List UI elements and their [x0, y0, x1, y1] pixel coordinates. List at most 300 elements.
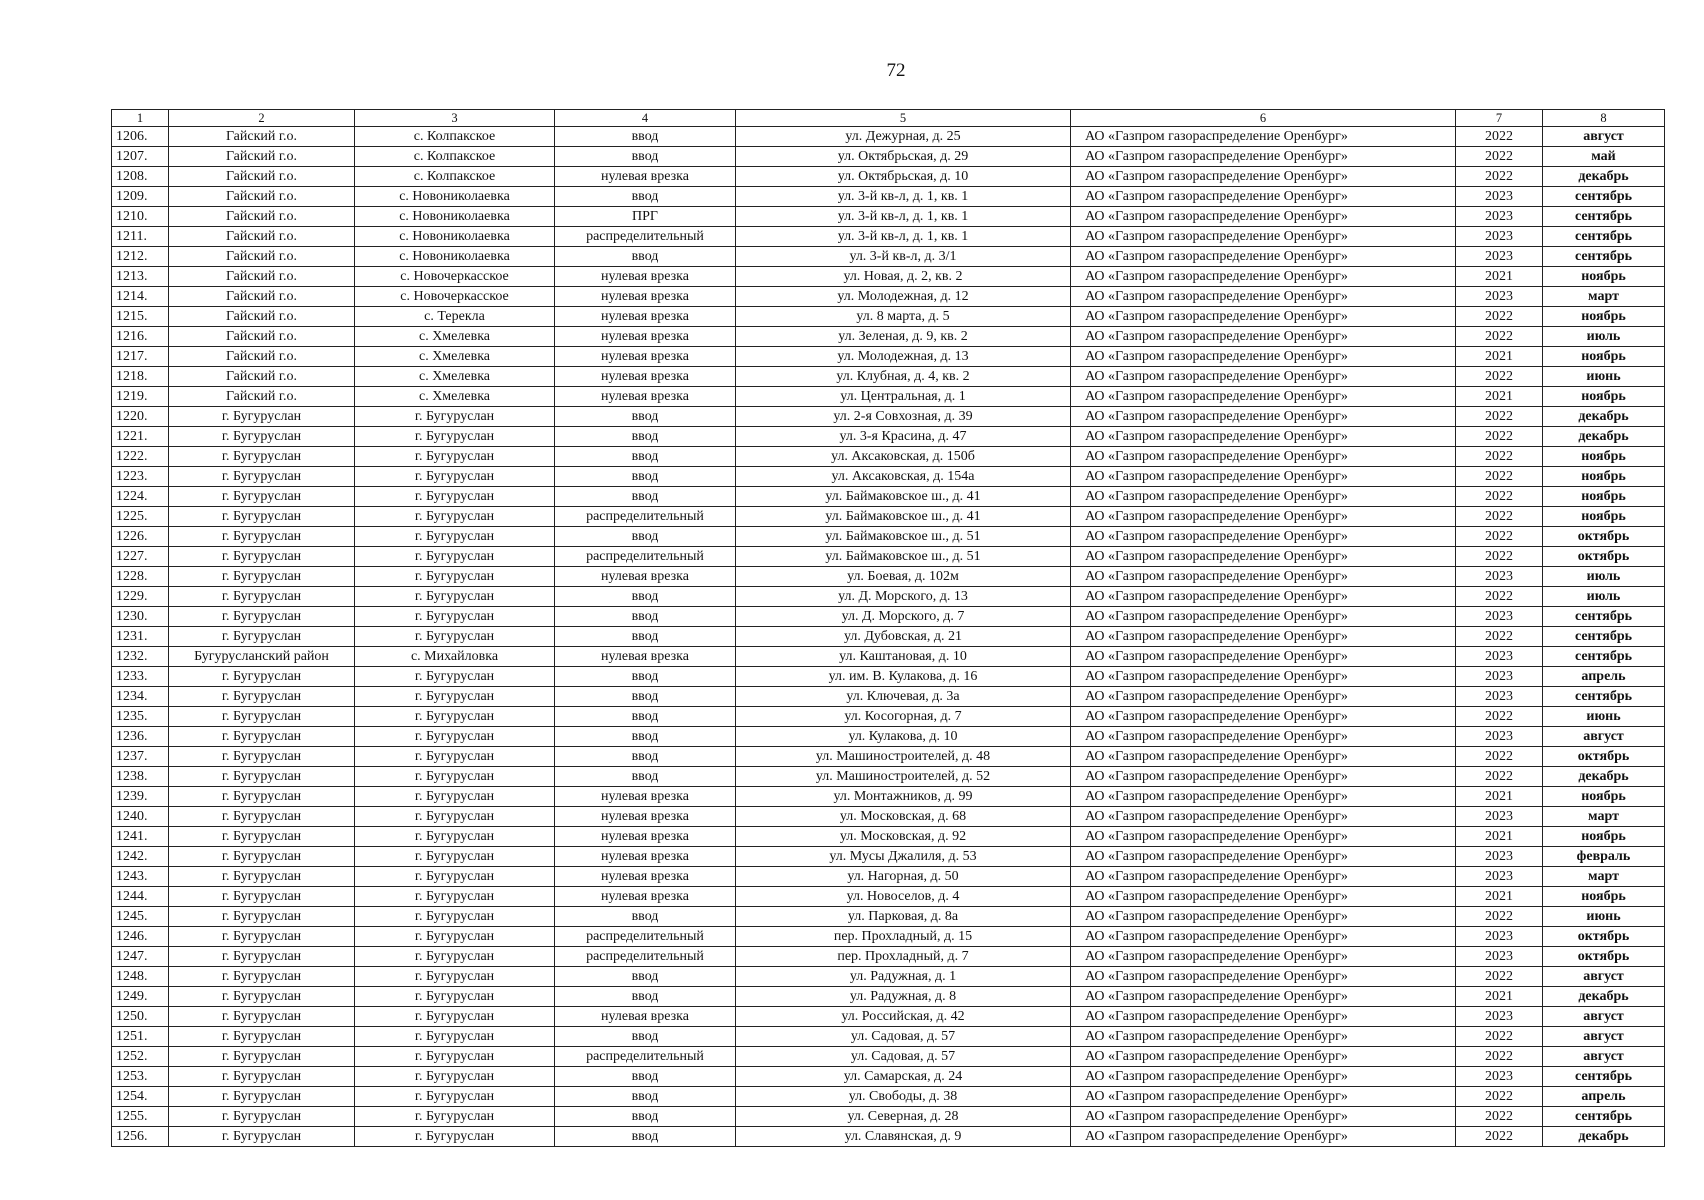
- row-number-cell: 1221.: [112, 427, 169, 447]
- work-type-cell: нулевая врезка: [555, 327, 736, 347]
- address-cell: ул. Северная, д. 28: [736, 1107, 1071, 1127]
- address-cell: ул. Баймаковское ш., д. 51: [736, 527, 1071, 547]
- month-cell: ноябрь: [1543, 307, 1665, 327]
- district-cell: г. Бугуруслан: [169, 847, 355, 867]
- row-number-cell: 1232.: [112, 647, 169, 667]
- month-cell: декабрь: [1543, 407, 1665, 427]
- work-type-cell: нулевая врезка: [555, 647, 736, 667]
- row-number-cell: 1245.: [112, 907, 169, 927]
- organization-cell: АО «Газпром газораспределение Оренбург»: [1071, 307, 1456, 327]
- table-row: [112, 1047, 1665, 1067]
- column-header: 8: [1543, 110, 1665, 127]
- year-cell: 2022: [1456, 747, 1543, 767]
- table-row: [112, 907, 1665, 927]
- address-cell: ул. Зеленая, д. 9, кв. 2: [736, 327, 1071, 347]
- row-number-cell: 1226.: [112, 527, 169, 547]
- table-row: [112, 1087, 1665, 1107]
- month-cell: апрель: [1543, 667, 1665, 687]
- district-cell: г. Бугуруслан: [169, 967, 355, 987]
- table-row: [112, 547, 1665, 567]
- month-cell: март: [1543, 807, 1665, 827]
- organization-cell: АО «Газпром газораспределение Оренбург»: [1071, 607, 1456, 627]
- district-cell: Гайский г.о.: [169, 207, 355, 227]
- organization-cell: АО «Газпром газораспределение Оренбург»: [1071, 927, 1456, 947]
- settlement-cell: г. Бугуруслан: [355, 427, 555, 447]
- work-type-cell: нулевая врезка: [555, 867, 736, 887]
- table-row: [112, 227, 1665, 247]
- table-row: [112, 887, 1665, 907]
- year-cell: 2022: [1456, 547, 1543, 567]
- settlement-cell: г. Бугуруслан: [355, 1027, 555, 1047]
- address-cell: ул. Радужная, д. 8: [736, 987, 1071, 1007]
- settlement-cell: г. Бугуруслан: [355, 547, 555, 567]
- settlement-cell: г. Бугуруслан: [355, 707, 555, 727]
- table-row: [112, 347, 1665, 367]
- row-number-cell: 1249.: [112, 987, 169, 1007]
- organization-cell: АО «Газпром газораспределение Оренбург»: [1071, 367, 1456, 387]
- table-row: [112, 527, 1665, 547]
- year-cell: 2021: [1456, 387, 1543, 407]
- work-type-cell: ввод: [555, 967, 736, 987]
- organization-cell: АО «Газпром газораспределение Оренбург»: [1071, 147, 1456, 167]
- address-cell: ул. Садовая, д. 57: [736, 1047, 1071, 1067]
- table-row: [112, 847, 1665, 867]
- year-cell: 2023: [1456, 807, 1543, 827]
- month-cell: февраль: [1543, 847, 1665, 867]
- column-header: 6: [1071, 110, 1456, 127]
- address-cell: ул. Баймаковское ш., д. 51: [736, 547, 1071, 567]
- row-number-cell: 1242.: [112, 847, 169, 867]
- district-cell: Гайский г.о.: [169, 367, 355, 387]
- month-cell: ноябрь: [1543, 267, 1665, 287]
- table-row: [112, 447, 1665, 467]
- district-cell: г. Бугуруслан: [169, 687, 355, 707]
- row-number-cell: 1224.: [112, 487, 169, 507]
- month-cell: июль: [1543, 567, 1665, 587]
- settlement-cell: с. Хмелевка: [355, 327, 555, 347]
- row-number-cell: 1218.: [112, 367, 169, 387]
- address-cell: ул. Кулакова, д. 10: [736, 727, 1071, 747]
- district-cell: Гайский г.о.: [169, 227, 355, 247]
- settlement-cell: г. Бугуруслан: [355, 987, 555, 1007]
- district-cell: г. Бугуруслан: [169, 487, 355, 507]
- address-cell: ул. Аксаковская, д. 154а: [736, 467, 1071, 487]
- month-cell: сентябрь: [1543, 1067, 1665, 1087]
- settlement-cell: г. Бугуруслан: [355, 1127, 555, 1147]
- settlement-cell: г. Бугуруслан: [355, 407, 555, 427]
- organization-cell: АО «Газпром газораспределение Оренбург»: [1071, 807, 1456, 827]
- work-type-cell: ввод: [555, 427, 736, 447]
- table-row: [112, 827, 1665, 847]
- work-type-cell: ввод: [555, 1087, 736, 1107]
- address-cell: ул. Радужная, д. 1: [736, 967, 1071, 987]
- row-number-cell: 1243.: [112, 867, 169, 887]
- work-type-cell: нулевая врезка: [555, 827, 736, 847]
- work-type-cell: ввод: [555, 747, 736, 767]
- row-number-cell: 1212.: [112, 247, 169, 267]
- address-cell: ул. Д. Морского, д. 7: [736, 607, 1071, 627]
- month-cell: август: [1543, 967, 1665, 987]
- district-cell: Гайский г.о.: [169, 127, 355, 147]
- year-cell: 2023: [1456, 187, 1543, 207]
- year-cell: 2023: [1456, 1067, 1543, 1087]
- work-type-cell: ввод: [555, 447, 736, 467]
- month-cell: сентябрь: [1543, 227, 1665, 247]
- address-cell: ул. Машиностроителей, д. 52: [736, 767, 1071, 787]
- row-number-cell: 1247.: [112, 947, 169, 967]
- district-cell: г. Бугуруслан: [169, 747, 355, 767]
- row-number-cell: 1256.: [112, 1127, 169, 1147]
- settlement-cell: г. Бугуруслан: [355, 927, 555, 947]
- district-cell: Гайский г.о.: [169, 167, 355, 187]
- year-cell: 2022: [1456, 507, 1543, 527]
- column-header: 3: [355, 110, 555, 127]
- settlement-cell: с. Михайловка: [355, 647, 555, 667]
- table-row: [112, 607, 1665, 627]
- row-number-cell: 1223.: [112, 467, 169, 487]
- district-cell: г. Бугуруслан: [169, 1087, 355, 1107]
- address-cell: ул. Свободы, д. 38: [736, 1087, 1071, 1107]
- month-cell: ноябрь: [1543, 387, 1665, 407]
- table-row: [112, 1127, 1665, 1147]
- address-cell: ул. Российская, д. 42: [736, 1007, 1071, 1027]
- table-row: [112, 787, 1665, 807]
- organization-cell: АО «Газпром газораспределение Оренбург»: [1071, 347, 1456, 367]
- settlement-cell: г. Бугуруслан: [355, 527, 555, 547]
- year-cell: 2021: [1456, 347, 1543, 367]
- row-number-cell: 1210.: [112, 207, 169, 227]
- district-cell: г. Бугуруслан: [169, 987, 355, 1007]
- settlement-cell: г. Бугуруслан: [355, 1067, 555, 1087]
- year-cell: 2022: [1456, 627, 1543, 647]
- address-cell: ул. Боевая, д. 102м: [736, 567, 1071, 587]
- address-cell: ул. Центральная, д. 1: [736, 387, 1071, 407]
- row-number-cell: 1228.: [112, 567, 169, 587]
- district-cell: Гайский г.о.: [169, 387, 355, 407]
- address-cell: ул. Новая, д. 2, кв. 2: [736, 267, 1071, 287]
- district-cell: г. Бугуруслан: [169, 1007, 355, 1027]
- year-cell: 2022: [1456, 967, 1543, 987]
- month-cell: декабрь: [1543, 1127, 1665, 1147]
- year-cell: 2022: [1456, 1087, 1543, 1107]
- year-cell: 2022: [1456, 367, 1543, 387]
- settlement-cell: г. Бугуруслан: [355, 727, 555, 747]
- settlement-cell: с. Хмелевка: [355, 367, 555, 387]
- year-cell: 2022: [1456, 407, 1543, 427]
- table-row: [112, 727, 1665, 747]
- year-cell: 2023: [1456, 227, 1543, 247]
- address-cell: ул. Аксаковская, д. 150б: [736, 447, 1071, 467]
- organization-cell: АО «Газпром газораспределение Оренбург»: [1071, 547, 1456, 567]
- row-number-cell: 1231.: [112, 627, 169, 647]
- address-cell: ул. Славянская, д. 9: [736, 1127, 1071, 1147]
- month-cell: октябрь: [1543, 747, 1665, 767]
- district-cell: Бугурусланский район: [169, 647, 355, 667]
- row-number-cell: 1209.: [112, 187, 169, 207]
- work-type-cell: ввод: [555, 1067, 736, 1087]
- row-number-cell: 1227.: [112, 547, 169, 567]
- year-cell: 2022: [1456, 147, 1543, 167]
- row-number-cell: 1251.: [112, 1027, 169, 1047]
- year-cell: 2022: [1456, 1127, 1543, 1147]
- row-number-cell: 1236.: [112, 727, 169, 747]
- column-header: 1: [112, 110, 169, 127]
- table-row: [112, 647, 1665, 667]
- year-cell: 2023: [1456, 207, 1543, 227]
- organization-cell: АО «Газпром газораспределение Оренбург»: [1071, 887, 1456, 907]
- address-cell: ул. 3-й кв-л, д. 1, кв. 1: [736, 227, 1071, 247]
- row-number-cell: 1246.: [112, 927, 169, 947]
- organization-cell: АО «Газпром газораспределение Оренбург»: [1071, 847, 1456, 867]
- organization-cell: АО «Газпром газораспределение Оренбург»: [1071, 1087, 1456, 1107]
- work-type-cell: ввод: [555, 527, 736, 547]
- work-type-cell: ввод: [555, 687, 736, 707]
- organization-cell: АО «Газпром газораспределение Оренбург»: [1071, 387, 1456, 407]
- row-number-cell: 1253.: [112, 1067, 169, 1087]
- settlement-cell: с. Новониколаевка: [355, 187, 555, 207]
- month-cell: ноябрь: [1543, 447, 1665, 467]
- address-cell: ул. Клубная, д. 4, кв. 2: [736, 367, 1071, 387]
- year-cell: 2021: [1456, 887, 1543, 907]
- year-cell: 2023: [1456, 947, 1543, 967]
- district-cell: г. Бугуруслан: [169, 907, 355, 927]
- work-type-cell: распределительный: [555, 547, 736, 567]
- organization-cell: АО «Газпром газораспределение Оренбург»: [1071, 487, 1456, 507]
- month-cell: август: [1543, 127, 1665, 147]
- table-row: [112, 967, 1665, 987]
- district-cell: г. Бугуруслан: [169, 1047, 355, 1067]
- year-cell: 2022: [1456, 467, 1543, 487]
- district-cell: Гайский г.о.: [169, 187, 355, 207]
- year-cell: 2023: [1456, 667, 1543, 687]
- month-cell: сентябрь: [1543, 607, 1665, 627]
- work-type-cell: распределительный: [555, 927, 736, 947]
- table-row: [112, 747, 1665, 767]
- month-cell: ноябрь: [1543, 887, 1665, 907]
- address-cell: ул. им. В. Кулакова, д. 16: [736, 667, 1071, 687]
- address-cell: ул. Каштановая, д. 10: [736, 647, 1071, 667]
- address-cell: ул. Парковая, д. 8а: [736, 907, 1071, 927]
- address-cell: ул. Октябрьская, д. 10: [736, 167, 1071, 187]
- row-number-cell: 1241.: [112, 827, 169, 847]
- work-type-cell: нулевая врезка: [555, 847, 736, 867]
- row-number-cell: 1222.: [112, 447, 169, 467]
- table-row: [112, 807, 1665, 827]
- row-number-cell: 1250.: [112, 1007, 169, 1027]
- table-row: [112, 187, 1665, 207]
- settlement-cell: г. Бугуруслан: [355, 487, 555, 507]
- work-type-cell: нулевая врезка: [555, 307, 736, 327]
- year-cell: 2022: [1456, 1027, 1543, 1047]
- settlement-cell: с. Новониколаевка: [355, 247, 555, 267]
- district-cell: Гайский г.о.: [169, 347, 355, 367]
- column-header: 4: [555, 110, 736, 127]
- row-number-cell: 1254.: [112, 1087, 169, 1107]
- work-type-cell: нулевая врезка: [555, 167, 736, 187]
- table-row: [112, 687, 1665, 707]
- settlement-cell: г. Бугуруслан: [355, 1087, 555, 1107]
- year-cell: 2023: [1456, 927, 1543, 947]
- row-number-cell: 1229.: [112, 587, 169, 607]
- work-type-cell: нулевая врезка: [555, 807, 736, 827]
- year-cell: 2023: [1456, 687, 1543, 707]
- table-row: [112, 167, 1665, 187]
- row-number-cell: 1211.: [112, 227, 169, 247]
- table-row: [112, 1007, 1665, 1027]
- row-number-cell: 1239.: [112, 787, 169, 807]
- row-number-cell: 1234.: [112, 687, 169, 707]
- year-cell: 2023: [1456, 867, 1543, 887]
- address-cell: ул. Нагорная, д. 50: [736, 867, 1071, 887]
- table-row: [112, 127, 1665, 147]
- address-cell: ул. Московская, д. 92: [736, 827, 1071, 847]
- month-cell: сентябрь: [1543, 187, 1665, 207]
- row-number-cell: 1225.: [112, 507, 169, 527]
- row-number-cell: 1255.: [112, 1107, 169, 1127]
- table-row: [112, 387, 1665, 407]
- district-cell: г. Бугуруслан: [169, 787, 355, 807]
- work-type-cell: ввод: [555, 187, 736, 207]
- year-cell: 2022: [1456, 1107, 1543, 1127]
- row-number-cell: 1216.: [112, 327, 169, 347]
- address-cell: ул. Д. Морского, д. 13: [736, 587, 1071, 607]
- work-type-cell: нулевая врезка: [555, 387, 736, 407]
- organization-cell: АО «Газпром газораспределение Оренбург»: [1071, 1027, 1456, 1047]
- month-cell: сентябрь: [1543, 207, 1665, 227]
- work-type-cell: распределительный: [555, 227, 736, 247]
- work-type-cell: ввод: [555, 247, 736, 267]
- month-cell: октябрь: [1543, 947, 1665, 967]
- month-cell: октябрь: [1543, 927, 1665, 947]
- month-cell: август: [1543, 1047, 1665, 1067]
- settlement-cell: г. Бугуруслан: [355, 447, 555, 467]
- work-type-cell: ввод: [555, 607, 736, 627]
- work-type-cell: нулевая врезка: [555, 567, 736, 587]
- organization-cell: АО «Газпром газораспределение Оренбург»: [1071, 247, 1456, 267]
- year-cell: 2023: [1456, 847, 1543, 867]
- table-row: [112, 467, 1665, 487]
- settlement-cell: г. Бугуруслан: [355, 787, 555, 807]
- month-cell: май: [1543, 147, 1665, 167]
- district-cell: г. Бугуруслан: [169, 607, 355, 627]
- year-cell: 2022: [1456, 907, 1543, 927]
- month-cell: декабрь: [1543, 767, 1665, 787]
- settlement-cell: г. Бугуруслан: [355, 807, 555, 827]
- month-cell: сентябрь: [1543, 627, 1665, 647]
- year-cell: 2023: [1456, 287, 1543, 307]
- district-cell: г. Бугуруслан: [169, 547, 355, 567]
- settlement-cell: г. Бугуруслан: [355, 747, 555, 767]
- settlement-cell: г. Бугуруслан: [355, 1047, 555, 1067]
- district-cell: г. Бугуруслан: [169, 927, 355, 947]
- table-row: [112, 587, 1665, 607]
- row-number-cell: 1207.: [112, 147, 169, 167]
- work-type-cell: ПРГ: [555, 207, 736, 227]
- address-cell: ул. Баймаковское ш., д. 41: [736, 487, 1071, 507]
- organization-cell: АО «Газпром газораспределение Оренбург»: [1071, 167, 1456, 187]
- year-cell: 2021: [1456, 787, 1543, 807]
- work-type-cell: ввод: [555, 707, 736, 727]
- row-number-cell: 1219.: [112, 387, 169, 407]
- organization-cell: АО «Газпром газораспределение Оренбург»: [1071, 967, 1456, 987]
- table-header-row: [112, 110, 1665, 127]
- organization-cell: АО «Газпром газораспределение Оренбург»: [1071, 787, 1456, 807]
- organization-cell: АО «Газпром газораспределение Оренбург»: [1071, 427, 1456, 447]
- month-cell: октябрь: [1543, 527, 1665, 547]
- address-cell: ул. Косогорная, д. 7: [736, 707, 1071, 727]
- settlement-cell: г. Бугуруслан: [355, 907, 555, 927]
- year-cell: 2023: [1456, 1007, 1543, 1027]
- address-cell: ул. Дубовская, д. 21: [736, 627, 1071, 647]
- month-cell: сентябрь: [1543, 247, 1665, 267]
- month-cell: декабрь: [1543, 427, 1665, 447]
- work-type-cell: ввод: [555, 587, 736, 607]
- district-cell: г. Бугуруслан: [169, 1127, 355, 1147]
- work-type-cell: ввод: [555, 487, 736, 507]
- organization-cell: АО «Газпром газораспределение Оренбург»: [1071, 747, 1456, 767]
- organization-cell: АО «Газпром газораспределение Оренбург»: [1071, 827, 1456, 847]
- organization-cell: АО «Газпром газораспределение Оренбург»: [1071, 1047, 1456, 1067]
- district-cell: г. Бугуруслан: [169, 1027, 355, 1047]
- table-row: [112, 1067, 1665, 1087]
- month-cell: октябрь: [1543, 547, 1665, 567]
- district-cell: г. Бугуруслан: [169, 887, 355, 907]
- table-row: [112, 407, 1665, 427]
- settlement-cell: г. Бугуруслан: [355, 847, 555, 867]
- organization-cell: АО «Газпром газораспределение Оренбург»: [1071, 687, 1456, 707]
- organization-cell: АО «Газпром газораспределение Оренбург»: [1071, 467, 1456, 487]
- settlement-cell: с. Колпакское: [355, 127, 555, 147]
- address-cell: ул. 3-й кв-л, д. 1, кв. 1: [736, 207, 1071, 227]
- work-type-cell: ввод: [555, 667, 736, 687]
- address-cell: ул. Ключевая, д. 3а: [736, 687, 1071, 707]
- district-cell: Гайский г.о.: [169, 267, 355, 287]
- work-type-cell: ввод: [555, 467, 736, 487]
- address-cell: ул. Октябрьская, д. 29: [736, 147, 1071, 167]
- work-type-cell: ввод: [555, 627, 736, 647]
- table-row: [112, 567, 1665, 587]
- table-row: [112, 1027, 1665, 1047]
- year-cell: 2022: [1456, 167, 1543, 187]
- row-number-cell: 1244.: [112, 887, 169, 907]
- work-type-cell: нулевая врезка: [555, 887, 736, 907]
- organization-cell: АО «Газпром газораспределение Оренбург»: [1071, 1127, 1456, 1147]
- month-cell: июль: [1543, 327, 1665, 347]
- organization-cell: АО «Газпром газораспределение Оренбург»: [1071, 567, 1456, 587]
- work-type-cell: распределительный: [555, 947, 736, 967]
- organization-cell: АО «Газпром газораспределение Оренбург»: [1071, 947, 1456, 967]
- year-cell: 2023: [1456, 607, 1543, 627]
- address-cell: пер. Прохладный, д. 15: [736, 927, 1071, 947]
- settlement-cell: г. Бугуруслан: [355, 467, 555, 487]
- year-cell: 2023: [1456, 727, 1543, 747]
- district-cell: г. Бугуруслан: [169, 867, 355, 887]
- month-cell: март: [1543, 867, 1665, 887]
- row-number-cell: 1220.: [112, 407, 169, 427]
- table-row: [112, 947, 1665, 967]
- settlement-cell: г. Бугуруслан: [355, 967, 555, 987]
- district-cell: г. Бугуруслан: [169, 527, 355, 547]
- year-cell: 2022: [1456, 487, 1543, 507]
- organization-cell: АО «Газпром газораспределение Оренбург»: [1071, 667, 1456, 687]
- settlement-cell: с. Хмелевка: [355, 387, 555, 407]
- district-cell: г. Бугуруслан: [169, 627, 355, 647]
- district-cell: Гайский г.о.: [169, 327, 355, 347]
- organization-cell: АО «Газпром газораспределение Оренбург»: [1071, 867, 1456, 887]
- district-cell: г. Бугуруслан: [169, 427, 355, 447]
- month-cell: ноябрь: [1543, 787, 1665, 807]
- work-type-cell: нулевая врезка: [555, 267, 736, 287]
